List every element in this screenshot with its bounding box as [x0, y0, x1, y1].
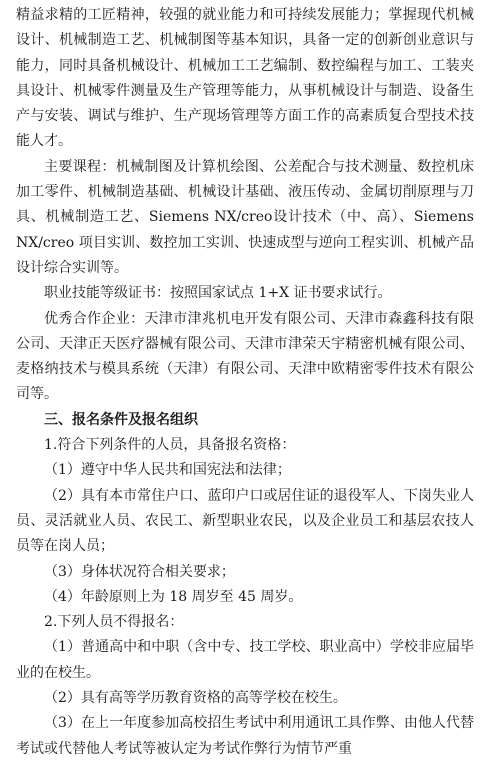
list-item: （4）年龄原则上为 18 周岁至 45 周岁。 — [44, 588, 303, 605]
list-heading-eligible: 1.符合下列条件的人员，具备报名资格： — [44, 437, 296, 454]
paragraph-main-courses: 主要课程：机械制图及计算机绘图、公差配合与技术测量、数控机床加工零件、机械制造基础、机械设计基础、液压传动、金属切削原理与刀具、机械制造工艺、Siemens NX/creo设计技术（中、高）、Siemens NX/creo 项目实训、数控加工实训、快速成型与逆向工程实训、机械产品设计综合实训等。 — [16, 158, 474, 276]
list-item: （3）身体状况符合相关要求； — [44, 563, 235, 580]
list-item: （1）遵守中华人民共和国宪法和法律； — [44, 462, 291, 479]
list-item: （2）具有高等学历教育资格的高等学校在校生。 — [44, 690, 347, 707]
paragraph-skill-certificate: 职业技能等级证书：按照国家试点 1+X 证书要求试行。 — [44, 285, 392, 302]
list-heading-ineligible: 2.下列人员不得报名： — [44, 614, 184, 631]
section-heading: 三、报名条件及报名组织 — [44, 411, 198, 428]
list-item: （3）在上一年度参加高校招生考试中利用通讯工具作弊、由他人代替考试或代替他人考试等被认定为考试作弊行为情节严重 — [16, 715, 474, 757]
paragraph-partner-companies: 优秀合作企业：天津市津兆机电开发有限公司、天津市森鑫科技有限公司、天津正天医疗器械有限公司、天津市津荣天宇精密机械有限公司、麦格纳技术与模具系统（天津）有限公司、天津中欧精密零件技术有限公司等。 — [16, 310, 474, 403]
list-item: （2）具有本市常住户口、蓝印户口或居住证的退役军人、下岗失业人员、灵活就业人员、农民工、新型职业农民，以及企业员工和基层农技人员等在岗人员； — [16, 487, 474, 555]
paragraph-training-goal: 精益求精的工匠精神，较强的就业能力和可持续发展能力；掌握现代机械设计、机械制造工艺、机械制图等基本知识，具备一定的创新创业意识与能力，同时具备机械设计、机械加工工艺编制、数控编程与加工、工装夹具设计、机械零件测量及生产管理等能力，从事机械设计与制造、设备生产与安装、调试与维护、生产现场管理等方面工作的高素质复合型技术技能人才。 — [16, 7, 474, 150]
list-item: （1）普通高中和中职（含中专、技工学校、职业高中）学校非应届毕业的在校生。 — [16, 639, 474, 681]
